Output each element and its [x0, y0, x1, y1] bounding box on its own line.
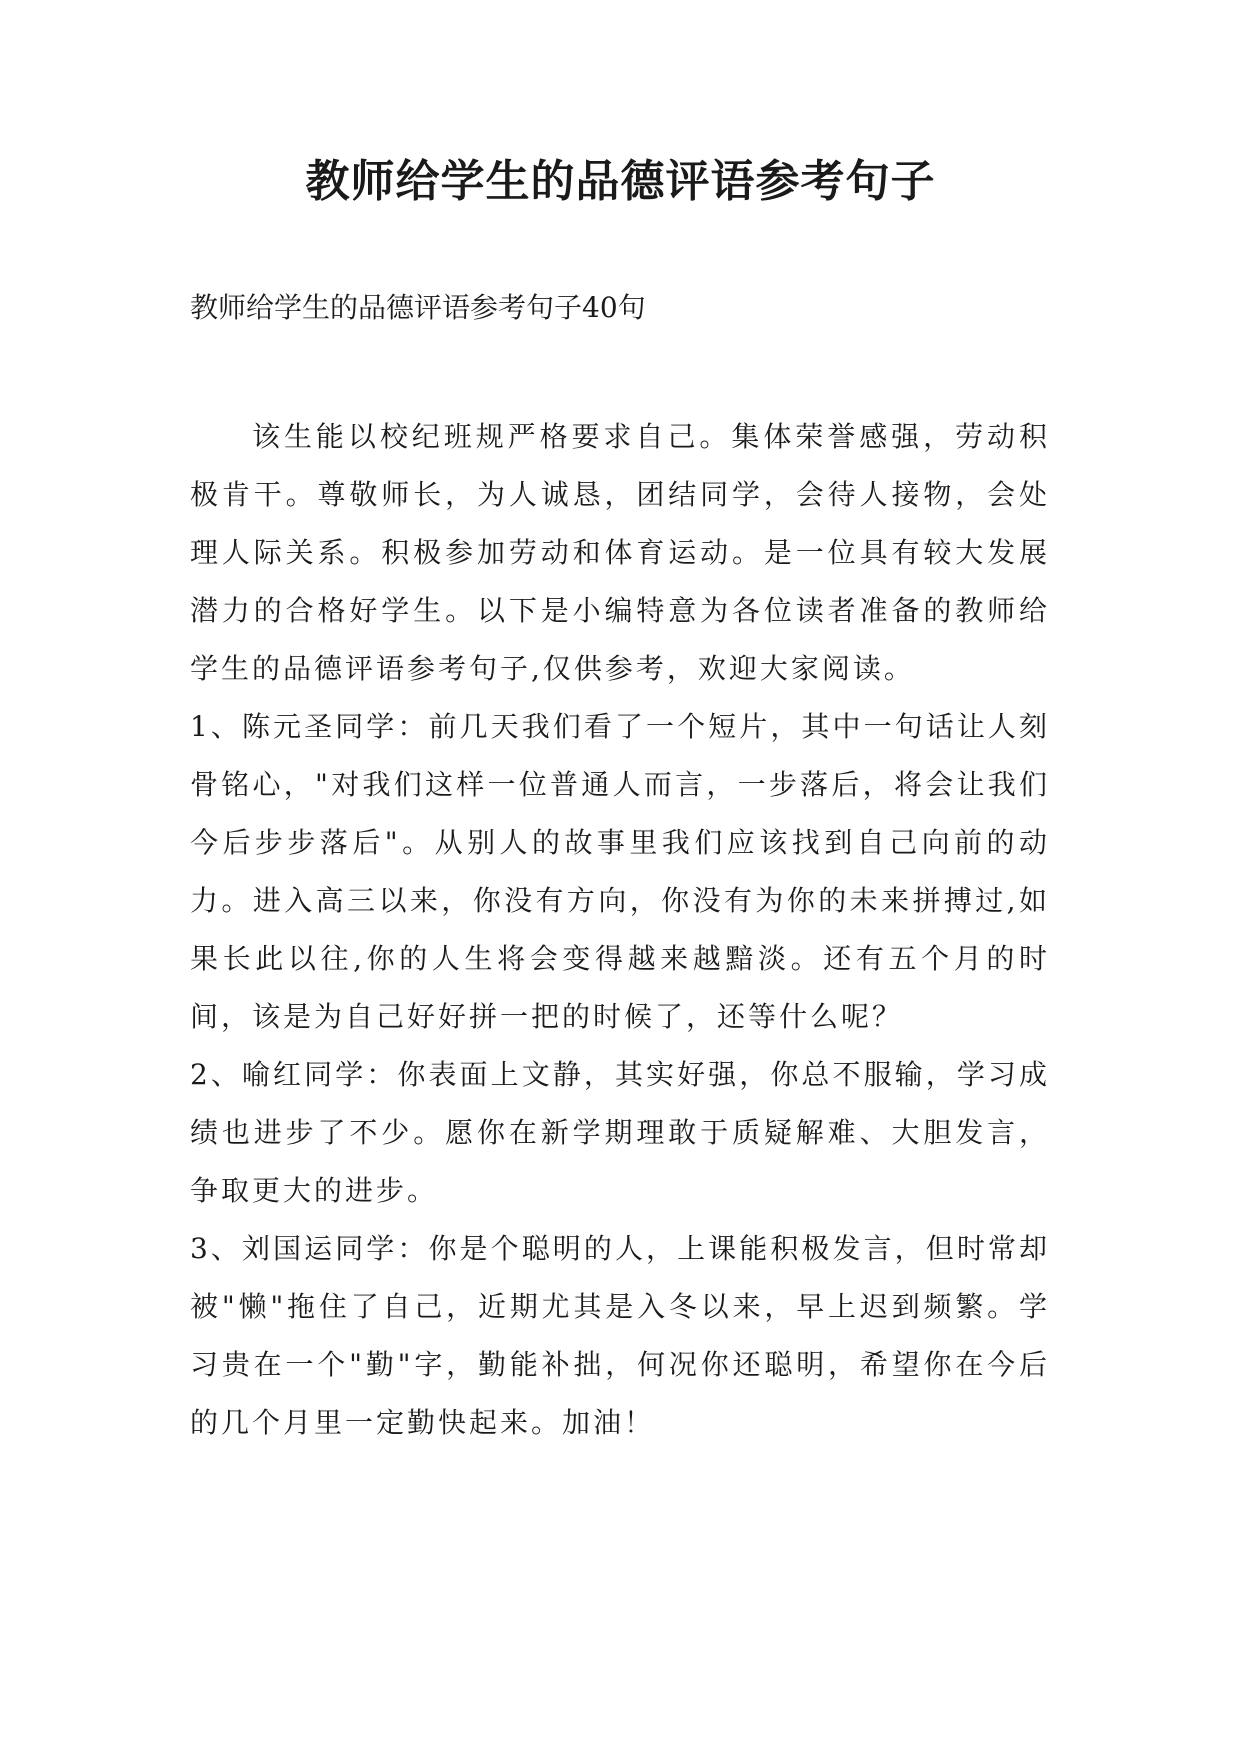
intro-paragraph: 该生能以校纪班规严格要求自己。集体荣誉感强，劳动积极肯干。尊敬师长，为人诚恳，团结同学，会待人接物，会处理人际关系。积极参加劳动和体育运动。是一位具有较大发展潜力的合格好学生。以下是小编特意为各位读者准备的教师给学生的品德评语参考句子,仅供参考，欢迎大家阅读。: [190, 420, 1050, 685]
comment-item-1: 1、陈元圣同学：前几天我们看了一个短片，其中一句话让人刻骨铭心，"对我们这样一位普通人而言，一步落后，将会让我们今后步步落后"。从别人的故事里我们应该找到自己向前的动力。进入高三以来，你没有方向，你没有为你的未来拼搏过,如果长此以往,你的人生将会变得越来越黯淡。还有五个月的时间，该是为自己好好拼一把的时候了，还等什么呢？: [190, 710, 1050, 1033]
document-body: [190, 408, 1050, 1452]
document-subtitle: 教师给学生的品德评语参考句子40句: [190, 291, 646, 324]
document-title: 教师给学生的品德评语参考句子: [305, 156, 936, 207]
comment-item-2: 2、喻红同学：你表面上文静，其实好强，你总不服输，学习成绩也进步了不少。愿你在新学期理敢于质疑解难、大胆发言，争取更大的进步。: [190, 1058, 1050, 1207]
comment-item-3: 3、刘国运同学：你是个聪明的人，上课能积极发言，但时常却被"懒"拖住了自己，近期尤其是入冬以来，早上迟到频繁。学习贵在一个"勤"字，勤能补拙，何况你还聪明，希望你在今后的几个月里一定勤快起来。加油！: [190, 1232, 1050, 1439]
